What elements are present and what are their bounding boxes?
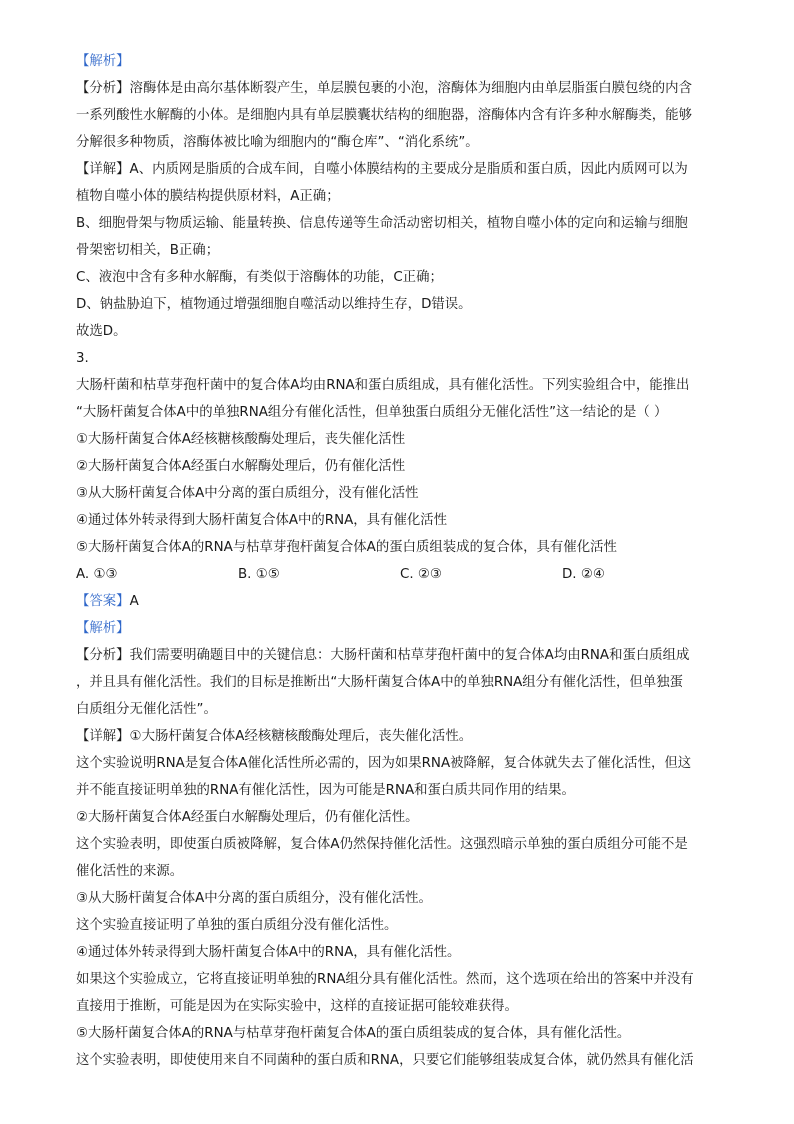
q3-detail-line: 这个实验直接证明了单独的蛋白质组分没有催化活性。: [76, 918, 398, 933]
q3-detail-line: 催化活性的来源。: [76, 864, 184, 879]
q3-answer-label: 【答案】: [76, 594, 130, 609]
q3-detail-line: 【详解】①大肠杆菌复合体A经核糖核酸酶处理后，丧失催化活性。: [76, 729, 473, 744]
q3-detail-line: 并不能直接证明单独的RNA有催化活性，因为可能是RNA和蛋白质共同作用的结果。: [76, 783, 575, 798]
q3-answer: [76, 588, 724, 615]
q3-jiexi-heading: 【解析】: [76, 621, 130, 636]
q3-analysis-line: 【分析】我们需要明确题目中的关键信息：大肠杆菌和枯草芽孢杆菌中的复合体A均由RNA和蛋白质组成: [76, 648, 690, 663]
q2-detail-line: 植物自噬小体的膜结构提供原材料，A正确；: [76, 189, 340, 204]
q2-detail-line: C、液泡中含有多种水解酶，有类似于溶酶体的功能，C正确；: [76, 270, 443, 285]
q3-statement: ③从大肠杆菌复合体A中分离的蛋白质组分，没有催化活性: [76, 486, 419, 501]
q3-number: 3.: [76, 351, 89, 366]
q3-statement: ①大肠杆菌复合体A经核糖核酸酶处理后，丧失催化活性: [76, 432, 406, 447]
q2-jiexi-heading: 【解析】: [76, 54, 130, 69]
q3-detail-line: 如果这个实验成立，它将直接证明单独的RNA组分具有催化活性。然而，这个选项在给出的答案中并没有: [76, 972, 694, 987]
q3-detail-line: ⑤大肠杆菌复合体A的RNA与枯草芽孢杆菌复合体A的蛋白质组装成的复合体，具有催化活性。: [76, 1026, 631, 1041]
q3-detail-line: 这个实验表明，即使使用来自不同菌种的蛋白质和RNA，只要它们能够组装成复合体，就仍然具有催化活: [76, 1053, 694, 1068]
q3-detail-line: ④通过体外转录得到大肠杆菌复合体A中的RNA，具有催化活性。: [76, 945, 461, 960]
q3-statement: ④通过体外转录得到大肠杆菌复合体A中的RNA，具有催化活性: [76, 513, 448, 528]
q3-stem-line: “大肠杆菌复合体A中的单独RNA组分有催化活性，但单独蛋白质组分无催化活性”这一结论的是（ ）: [76, 405, 668, 420]
q3-analysis-line: ，并且具有催化活性。我们的目标是推断出“大肠杆菌复合体A中的单独RNA组分有催化活性，但单独蛋: [76, 675, 683, 690]
q2-detail-line: 骨架密切相关，B正确；: [76, 243, 220, 258]
document-page: [76, 48, 724, 1074]
q2-analysis-line: 分解很多种物质，溶酶体被比喻为细胞内的“酶仓库”、“消化系统”。: [76, 135, 479, 150]
q3-stem-line: 大肠杆菌和枯草芽孢杆菌中的复合体A均由RNA和蛋白质组成，具有催化活性。下列实验组合中，能推出: [76, 378, 690, 393]
q3-detail-line: 这个实验说明RNA是复合体A催化活性所必需的，因为如果RNA被降解，复合体就失去了催化活性，但这: [76, 756, 692, 771]
q2-analysis-line: 【分析】溶酶体是由高尔基体断裂产生，单层膜包裹的小泡，溶酶体为细胞内由单层脂蛋白膜包绕的内含: [76, 81, 692, 96]
q3-option-b: B. ①⑤: [238, 567, 280, 582]
q2-detail-line: 【详解】A、内质网是脂质的合成车间，自噬小体膜结构的主要成分是脂质和蛋白质，因此内质网可以为: [76, 162, 688, 177]
q3-detail-line: ②大肠杆菌复合体A经蛋白水解酶处理后，仍有催化活性。: [76, 810, 419, 825]
q3-statement: ②大肠杆菌复合体A经蛋白水解酶处理后，仍有催化活性: [76, 459, 406, 474]
q3-answer-value: A: [129, 594, 139, 609]
q3-analysis-line: 白质组分无催化活性”。: [76, 702, 217, 717]
q3-detail-line: 这个实验表明，即使蛋白质被降解，复合体A仍然保持催化活性。这强烈暗示单独的蛋白质组分可能不是: [76, 837, 688, 852]
q2-analysis-line: 一系列酸性水解酶的小体。是细胞内具有单层膜囊状结构的细胞器，溶酶体内含有许多种水解酶类，能够: [76, 108, 692, 123]
q2-detail-line: B、细胞骨架与物质运输、能量转换、信息传递等生命活动密切相关，植物自噬小体的定向和运输与细胞: [76, 216, 688, 231]
q3-detail-line: 直接用于推断，可能是因为在实际实验中，这样的直接证据可能较难获得。: [76, 999, 518, 1014]
q3-statement: ⑤大肠杆菌复合体A的RNA与枯草芽孢杆菌复合体A的蛋白质组装成的复合体，具有催化活性: [76, 540, 617, 555]
q3-option-d: D. ②④: [562, 567, 605, 582]
q3-options: [76, 561, 724, 588]
q3-option-a: A. ①③: [76, 567, 118, 582]
q3-detail-line: ③从大肠杆菌复合体A中分离的蛋白质组分，没有催化活性。: [76, 891, 432, 906]
q2-detail-line: 故选D。: [76, 324, 127, 339]
q3-option-c: C. ②③: [400, 567, 442, 582]
q2-detail-line: D、钠盐胁迫下，植物通过增强细胞自噬活动以维持生存，D错误。: [76, 297, 472, 312]
